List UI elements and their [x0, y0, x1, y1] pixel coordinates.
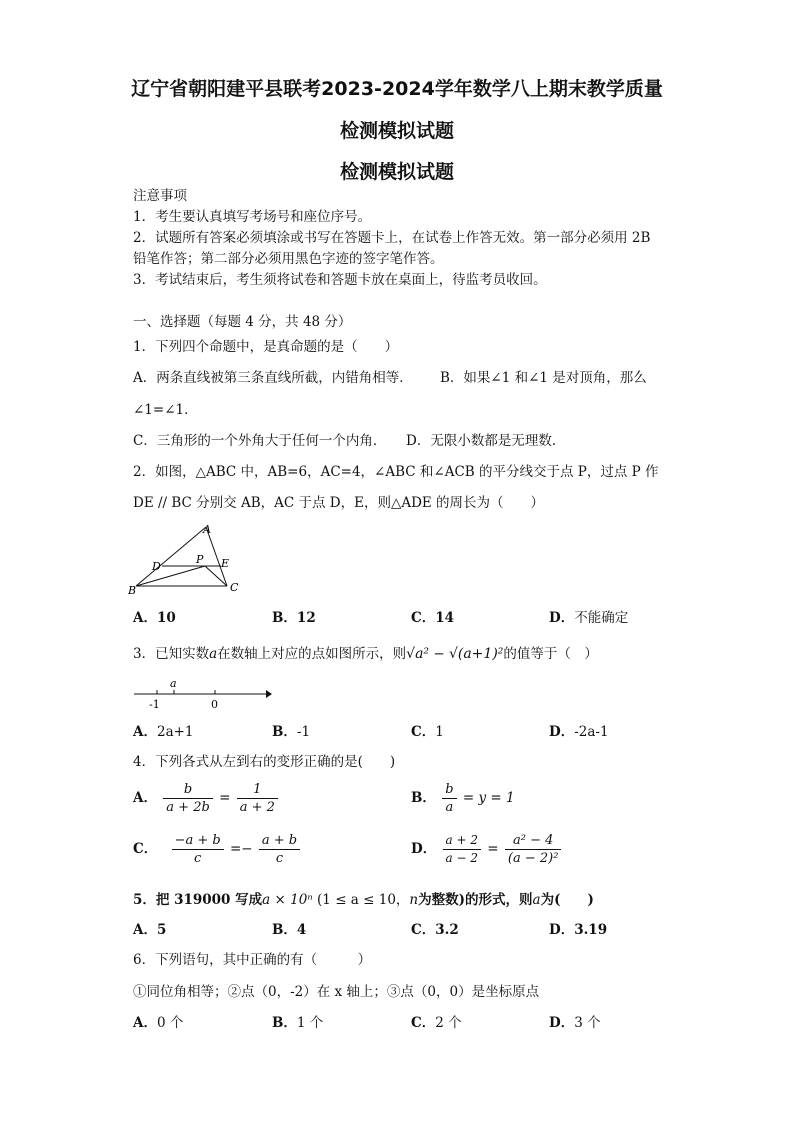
q5-option-c: C．3.2	[411, 922, 459, 938]
label-c: C	[230, 581, 239, 594]
label-b: B	[128, 584, 137, 597]
q2-option-a: A．10	[133, 610, 176, 626]
label-d: D	[152, 560, 161, 573]
q2-stem-line1: 2．如图，△ABC 中，AB=6，AC=4，∠ABC 和∠ACB 的平分线交于点 P，过点 P 作	[133, 464, 659, 480]
axis-label-minus1: -1	[149, 698, 160, 711]
notice-item-1: 1．考生要认真填写考场号和座位序号。	[133, 209, 372, 225]
q3-option-b: B．-1	[272, 724, 311, 740]
q5-option-a: A．5	[133, 922, 167, 938]
q1-option-b: B．如果∠1 和∠1 是对顶角，那么	[440, 370, 647, 386]
q6-option-b: B．1 个	[272, 1015, 324, 1031]
page-title-line3: 检测模拟试题	[339, 161, 454, 183]
q6-option-c: C．2 个	[411, 1015, 462, 1031]
page-title-line2: 检测模拟试题	[339, 120, 454, 142]
q2-stem-line2: DE // BC 分别交 AB，AC 于点 D，E，则△ADE 的周长为（ ）	[133, 495, 545, 511]
triangle-figure	[128, 520, 248, 600]
q2-option-c: C．14	[411, 610, 455, 626]
q5-option-d: D．3.19	[549, 922, 608, 938]
notice-item-3: 3．考试结束后，考生须将试卷和答题卡放在桌面上，待监考员收回。	[133, 272, 547, 288]
q2-option-b: B．12	[272, 610, 316, 626]
notice-item-2: 2．试题所有答案必须填涂或书写在答题卡上，在试卷上作答无效。第一部分必须用 2B	[133, 230, 651, 246]
q3-expr-sqrt-a1: √(a+1)²	[448, 646, 504, 662]
label-p: P	[196, 553, 204, 566]
q3-stem: 3．已知实数a在数轴上对应的点如图所示，则√a² − √(a+1)²的值等于（ ）	[133, 646, 598, 662]
q3-option-d: D．-2a-1	[549, 724, 609, 740]
q3-option-c: C．1	[411, 724, 444, 740]
q3-expr-sqrt-a2: √a²	[406, 646, 430, 662]
q6-stem: 6．下列语句，其中正确的有（ ）	[133, 952, 372, 968]
q5-option-b: B．4	[272, 922, 307, 938]
q1-option-c: C．三角形的一个外角大于任何一个内角．	[133, 433, 387, 449]
q6-option-a: A．0 个	[133, 1015, 184, 1031]
label-a: A	[203, 523, 211, 536]
axis-label-0: 0	[211, 698, 218, 711]
q1-option-d: D．无限小数都是无理数．	[406, 433, 566, 449]
notice-heading: 注意事项	[133, 188, 187, 204]
q4-option-d: D． $\frac{a + 2}{a - 2}$ = $\frac{\text{a² − 4}}{\text{(a − 2)²}}$	[411, 832, 563, 867]
label-e: E	[221, 557, 230, 570]
q1-stem: 1．下列四个命题中，是真命题的是（ ）	[133, 339, 399, 355]
axis-label-a: a	[170, 677, 177, 690]
q4-stem: 4．下列各式从左到右的变形正确的是( )	[133, 754, 396, 770]
number-line	[132, 676, 277, 712]
q4-option-a: A． $\frac{b}{a + 2b}$ = $\frac{1}{a + 2}$	[133, 781, 280, 816]
section-heading: 一、选择题（每题 4 分，共 48 分）	[133, 314, 352, 330]
q4-option-b: B． $\frac{b}{a}$ = y = 1	[411, 782, 515, 815]
notice-item-2-cont: 铅笔作答；第二部分必须用黑色字迹的签字笔作答。	[133, 251, 444, 267]
q4-option-c: C． $\frac{-a + b}{c}$ =− $\frac{a + b}{c}$	[133, 832, 302, 867]
q3-option-a: A．2a+1	[133, 724, 194, 740]
q1-option-b-cont: ∠1=∠1．	[133, 402, 198, 418]
q6-statements: ①同位角相等；②点（0，-2）在 x 轴上；③点（0，0）是坐标原点	[133, 984, 540, 1000]
q6-option-d: D．3 个	[549, 1015, 601, 1031]
q2-option-d: D．不能确定	[549, 610, 629, 626]
q5-stem: 5．把 319000 写成a × 10ⁿ (1 ≤ a ≤ 10，n为整数)的形式，则a为( )	[133, 892, 594, 908]
page-title-line1: 辽宁省朝阳建平县联考2023-2024学年数学八上期末教学质量	[131, 78, 663, 100]
q1-option-a: A．两条直线被第三条直线所截，内错角相等．	[133, 370, 413, 386]
